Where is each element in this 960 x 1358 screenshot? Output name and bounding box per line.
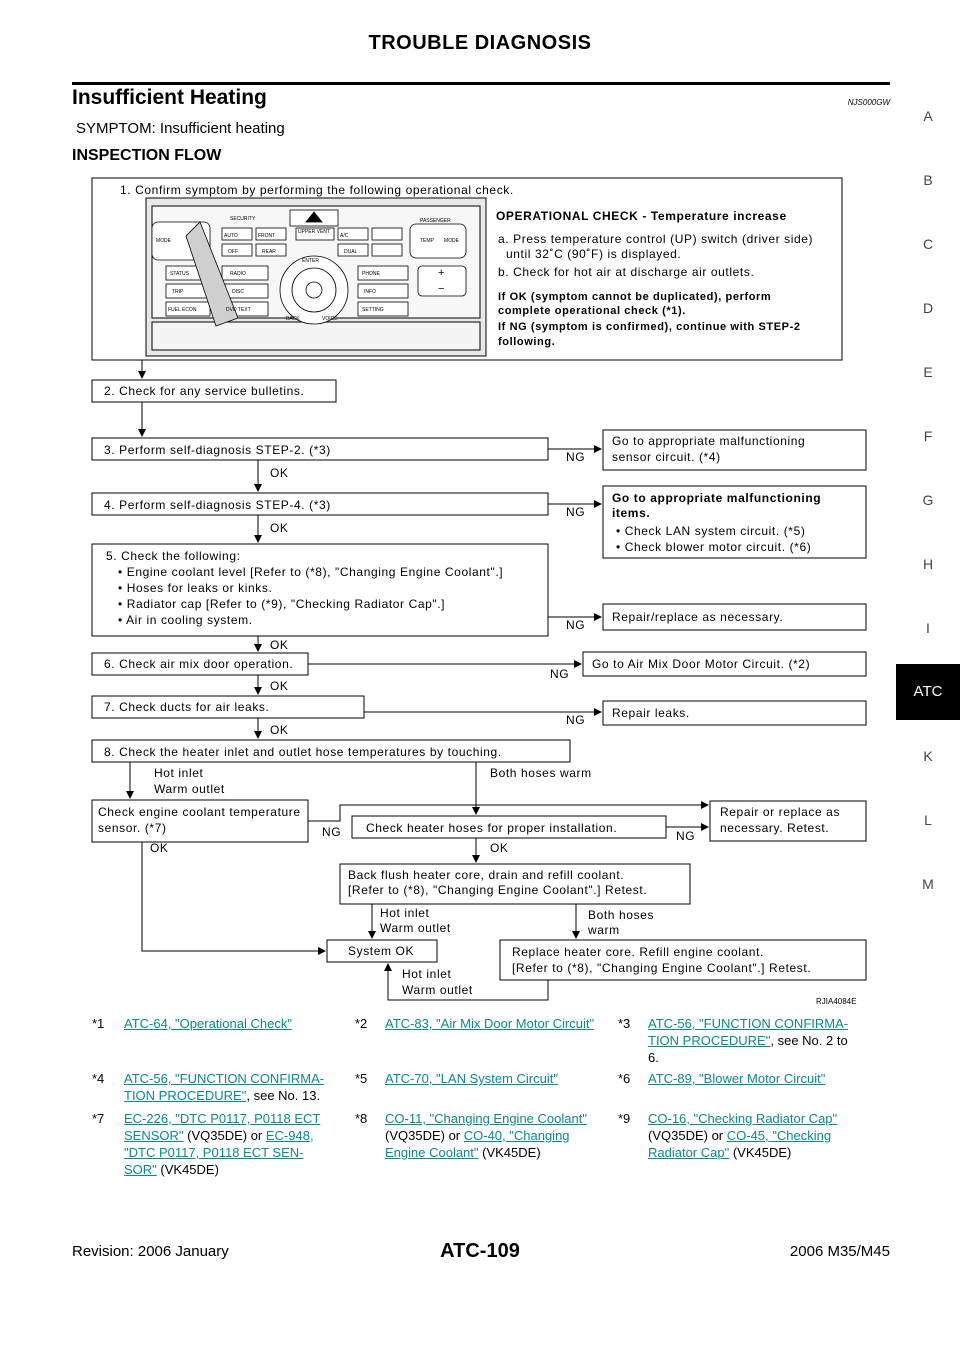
svg-text:SECURITY: SECURITY xyxy=(230,216,256,222)
side-tab-l[interactable]: L xyxy=(924,812,932,828)
footnote-1-link[interactable]: ATC-64, "Operational Check" xyxy=(124,1016,292,1031)
footnote-6-link[interactable]: ATC-89, "Blower Motor Circuit" xyxy=(648,1071,826,1086)
svg-text:Both hoses: Both hoses xyxy=(588,908,655,922)
svg-text:DVD TEXT: DVD TEXT xyxy=(226,307,251,313)
svg-text:Warm outlet: Warm outlet xyxy=(154,782,225,796)
svg-text:a. Press temperature control (: a. Press temperature control (UP) switch (driver side) xyxy=(498,232,814,246)
svg-text:NG: NG xyxy=(322,825,342,839)
side-tab-e[interactable]: E xyxy=(923,364,933,380)
figure-id: RJIA4084E xyxy=(816,997,857,1006)
step8-text: 8. Check the heater inlet and outlet hose temperatures by touching. xyxy=(104,745,502,759)
side-tab-c[interactable]: C xyxy=(922,236,934,252)
svg-text:Repair leaks.: Repair leaks. xyxy=(612,706,690,720)
svg-text:OK: OK xyxy=(270,638,289,652)
svg-text:TRIP: TRIP xyxy=(172,289,184,295)
footnote-5-link[interactable]: ATC-70, "LAN System Circuit" xyxy=(385,1071,558,1086)
svg-text:UPPER VENT: UPPER VENT xyxy=(298,229,330,235)
svg-text:VOICE: VOICE xyxy=(322,316,338,322)
footnote-3-link[interactable]: ATC-56, "FUNCTION CONFIRMA- xyxy=(648,1016,849,1031)
svg-text:Both hoses warm: Both hoses warm xyxy=(490,766,592,780)
side-tab-f[interactable]: F xyxy=(923,428,933,444)
side-tab-k[interactable]: K xyxy=(923,748,933,764)
svg-text:• Engine coolant level [Refer: • Engine coolant level [Refer to (*8), "Changing Engine Coolant".] xyxy=(118,565,504,579)
symptom-text: SYMPTOM: Insufficient heating xyxy=(76,120,285,137)
svg-text:• Air in cooling system.: • Air in cooling system. xyxy=(118,613,253,627)
svg-text:necessary. Retest.: necessary. Retest. xyxy=(720,821,830,835)
svg-text:Go to Air Mix Door Motor Circu: Go to Air Mix Door Motor Circuit. (*2) xyxy=(592,657,811,671)
svg-text:Repair or replace as: Repair or replace as xyxy=(720,805,841,819)
svg-text:If NG (symptom is confirmed),: If NG (symptom is confirmed), continue with STEP-2 xyxy=(498,321,801,333)
op-check-title: OPERATIONAL CHECK - Temperature increase xyxy=(496,209,787,223)
svg-text:Check heater hoses for proper: Check heater hoses for proper installation. xyxy=(366,821,618,835)
svg-text:• Check LAN system circuit. (*: • Check LAN system circuit. (*5) xyxy=(616,524,806,538)
footnote-9-link[interactable]: CO-16, "Checking Radiator Cap" xyxy=(648,1111,838,1126)
svg-text:Check engine coolant temperatu: Check engine coolant temperature xyxy=(98,805,301,819)
svg-text:DUAL: DUAL xyxy=(344,249,358,255)
svg-text:NG: NG xyxy=(566,618,586,632)
svg-text:• Check blower motor circuit.: • Check blower motor circuit. (*6) xyxy=(616,540,812,554)
step2-text: 2. Check for any service bulletins. xyxy=(104,384,305,398)
svg-text:OK: OK xyxy=(270,466,289,480)
svg-text:DISC: DISC xyxy=(232,289,244,295)
svg-text:If OK (symptom cannot be dupli: If OK (symptom cannot be duplicated), perform xyxy=(498,291,772,303)
svg-text:INFO: INFO xyxy=(364,289,376,295)
svg-text:NG: NG xyxy=(676,829,696,843)
footnote-5: *5 ATC-70, "LAN System Circuit" xyxy=(355,1071,558,1086)
svg-text:SETTING: SETTING xyxy=(362,307,384,313)
svg-text:OK: OK xyxy=(270,723,289,737)
svg-text:PASSENGER: PASSENGER xyxy=(420,218,451,224)
svg-text:A/C: A/C xyxy=(340,233,349,239)
svg-text:Replace heater core. Refill en: Replace heater core. Refill engine coolant. xyxy=(512,945,764,959)
svg-text:OK: OK xyxy=(490,841,509,855)
svg-text:Hot inlet: Hot inlet xyxy=(154,766,204,780)
footnote-1: *1 ATC-64, "Operational Check" xyxy=(92,1016,292,1031)
footnote-8: *8 CO-11, "Changing Engine Coolant" (VQ35DE) or CO-40, "Changing Engine Coolant" (VK45DE) xyxy=(355,1111,587,1160)
side-tab-a[interactable]: A xyxy=(923,108,933,124)
svg-text:MODE: MODE xyxy=(444,238,459,244)
step7-text: 7. Check ducts for air leaks. xyxy=(104,700,270,714)
inspection-flow-heading: INSPECTION FLOW xyxy=(72,147,222,164)
svg-text:MODE: MODE xyxy=(156,238,171,244)
step5-text: 5. Check the following: xyxy=(106,549,241,563)
svg-text:NG: NG xyxy=(550,667,570,681)
side-tab-h[interactable]: H xyxy=(922,556,934,572)
svg-text:FRONT: FRONT xyxy=(258,233,276,239)
footer-revision: Revision: 2006 January xyxy=(72,1243,229,1260)
svg-text:Repair/replace as necessary.: Repair/replace as necessary. xyxy=(612,610,784,624)
side-tab-atc[interactable]: ATC xyxy=(896,664,960,720)
svg-text:OK: OK xyxy=(150,841,169,855)
side-tab-m[interactable]: M xyxy=(922,876,934,892)
svg-text:REAR: REAR xyxy=(262,249,276,255)
footnote-9: *9 CO-16, "Checking Radiator Cap" (VQ35DE) or CO-45, "Checking Radiator Cap" (VK45DE) xyxy=(618,1111,838,1160)
svg-text:until 32˚C (90˚F) is displayed: until 32˚C (90˚F) is displayed. xyxy=(506,247,682,261)
svg-text:BACK: BACK xyxy=(286,316,300,322)
side-tab-g[interactable]: G xyxy=(922,492,934,508)
svg-text:• Radiator cap [Refer to (*9),: • Radiator cap [Refer to (*9), "Checking Radiator Cap".] xyxy=(118,597,446,611)
step6-text: 6. Check air mix door operation. xyxy=(104,657,294,671)
svg-text:Go to appropriate malfunctioni: Go to appropriate malfunctioning xyxy=(612,491,822,505)
svg-text:• Hoses for leaks or kinks.: • Hoses for leaks or kinks. xyxy=(118,581,273,595)
svg-text:sensor. (*7): sensor. (*7) xyxy=(98,821,167,835)
svg-text:STATUS: STATUS xyxy=(170,271,189,277)
footnote-8-link[interactable]: CO-11, "Changing Engine Coolant" xyxy=(385,1111,587,1126)
footnote-6: *6 ATC-89, "Blower Motor Circuit" xyxy=(618,1071,826,1086)
side-tab-b[interactable]: B xyxy=(923,172,933,188)
svg-text:[Refer to (*8), "Changing Engi: [Refer to (*8), "Changing Engine Coolant".] Retest. xyxy=(512,961,812,975)
svg-text:following.: following. xyxy=(498,336,556,348)
svg-text:ENTER: ENTER xyxy=(302,258,319,264)
footnote-4-link[interactable]: ATC-56, "FUNCTION CONFIRMA- xyxy=(124,1071,325,1086)
footer-model: 2006 M35/M45 xyxy=(789,1243,890,1260)
svg-text:complete operational check (*1: complete operational check (*1). xyxy=(498,305,686,317)
svg-text:FUEL ECON: FUEL ECON xyxy=(168,307,197,313)
svg-text:PHONE: PHONE xyxy=(362,271,380,277)
svg-text:OK: OK xyxy=(270,679,289,693)
footnote-3: *3 ATC-56, "FUNCTION CONFIRMA- TION PROCEDURE", see No. 2 to 6. xyxy=(618,1016,849,1065)
svg-text:−: − xyxy=(438,283,445,295)
svg-text:items.: items. xyxy=(612,506,651,520)
svg-text:RADIO: RADIO xyxy=(230,271,246,277)
svg-text:System OK: System OK xyxy=(348,944,415,958)
svg-text:OK: OK xyxy=(270,521,289,535)
side-tab-i[interactable]: I xyxy=(926,620,930,636)
svg-text:b. Check for hot air at discha: b. Check for hot air at discharge air outlets. xyxy=(498,265,755,279)
svg-text:NG: NG xyxy=(566,713,586,727)
step1-text: 1. Confirm symptom by performing the following operational check. xyxy=(120,183,514,197)
footnote-7-link[interactable]: EC-226, "DTC P0117, P0118 ECT xyxy=(124,1111,321,1126)
section-code: NJS000GW xyxy=(847,98,890,107)
svg-text:Back flush heater core, drain: Back flush heater core, drain and refill coolant. xyxy=(348,868,625,882)
svg-text:warm: warm xyxy=(588,923,620,937)
svg-text:Warm outlet: Warm outlet xyxy=(402,983,473,997)
footnote-2: *2 ATC-83, "Air Mix Door Motor Circuit" xyxy=(355,1016,595,1031)
step4-text: 4. Perform self-diagnosis STEP-4. (*3) xyxy=(104,498,331,512)
svg-text:TEMP: TEMP xyxy=(420,238,434,244)
svg-text:[Refer to (*8), "Changing Engi: [Refer to (*8), "Changing Engine Coolant".] Retest. xyxy=(348,883,648,897)
svg-text:AUTO: AUTO xyxy=(224,233,238,239)
svg-text:sensor circuit. (*4): sensor circuit. (*4) xyxy=(612,450,721,464)
footnote-7: *7 EC-226, "DTC P0117, P0118 ECT SENSOR" (VQ35DE) or EC-948, "DTC P0117, P0118 ECT SEN- SOR" (VK45DE) xyxy=(92,1111,321,1177)
svg-text:Hot inlet: Hot inlet xyxy=(380,906,430,920)
svg-text:Hot inlet: Hot inlet xyxy=(402,967,452,981)
side-tab-d[interactable]: D xyxy=(922,300,934,316)
footnote-2-link[interactable]: ATC-83, "Air Mix Door Motor Circuit" xyxy=(385,1016,595,1031)
svg-text:NG: NG xyxy=(566,505,586,519)
svg-text:Go to appropriate malfunctioni: Go to appropriate malfunctioning xyxy=(612,434,806,448)
section-title: Insufficient Heating xyxy=(72,86,267,109)
step3-text: 3. Perform self-diagnosis STEP-2. (*3) xyxy=(104,443,331,457)
page-header-title: TROUBLE DIAGNOSIS xyxy=(368,32,592,54)
svg-text:Warm outlet: Warm outlet xyxy=(380,921,451,935)
svg-text:+: + xyxy=(438,267,445,279)
svg-text:NG: NG xyxy=(566,450,586,464)
svg-text:OFF: OFF xyxy=(228,249,238,255)
page-number: ATC-109 xyxy=(440,1240,520,1262)
footnote-4: *4 ATC-56, "FUNCTION CONFIRMA- TION PROCEDURE", see No. 13. xyxy=(92,1071,325,1103)
